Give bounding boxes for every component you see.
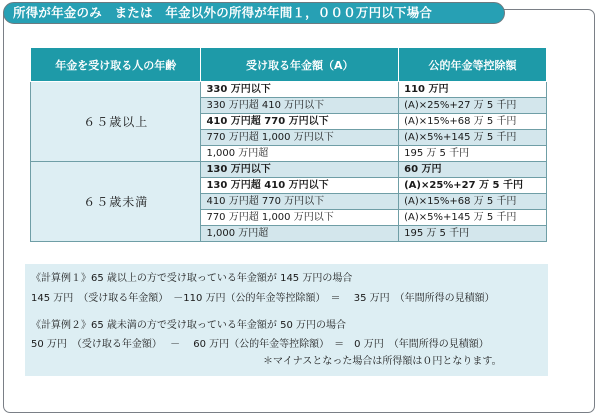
amount-cell: 410 万円超 770 万円以下 [201, 114, 399, 130]
amount-cell: 770 万円超 1,000 万円以下 [201, 130, 399, 146]
amount-cell: 770 万円超 1,000 万円以下 [201, 210, 399, 226]
amount-cell: 330 万円以下 [201, 82, 399, 98]
age-cell-65-over: ６５歳以上 [31, 82, 201, 162]
table-header-row [31, 48, 547, 82]
example-2-calculation: 50 万円 （受け取る年金額） － 60 万円（公的年金等控除額） ＝ 0 万円 （年間所得の見積額） [31, 339, 489, 350]
amount-cell: 1,000 万円超 [201, 226, 399, 242]
age-cell-under-65: ６５歳未満 [31, 162, 201, 242]
amount-cell: 330 万円超 410 万円以下 [201, 98, 399, 114]
amount-cell: 410 万円超 770 万円以下 [201, 194, 399, 210]
deduction-cell: 110 万円 [399, 82, 547, 98]
amount-cell: 1,000 万円超 [201, 146, 399, 162]
deduction-table [30, 47, 547, 242]
section-title: 所得が年金のみ または 年金以外の所得が年間１，０００万円以下場合 [3, 2, 505, 24]
header-pension-amount: 受け取る年金額（A） [201, 48, 399, 82]
header-deduction: 公的年金等控除額 [399, 48, 547, 82]
deduction-cell: (A)×15%+68 万 5 千円 [399, 114, 547, 130]
deduction-cell: 195 万 5 千円 [399, 226, 547, 242]
table-row [31, 162, 547, 178]
deduction-cell: (A)×5%+145 万 5 千円 [399, 210, 547, 226]
deduction-cell: (A)×25%+27 万 5 千円 [399, 98, 547, 114]
deduction-cell: (A)×15%+68 万 5 千円 [399, 194, 547, 210]
negative-note: ＊マイナスとなった場合は所得額は０円となります。 [263, 356, 502, 367]
amount-cell: 130 万円超 410 万円以下 [201, 178, 399, 194]
example-1-title: 《計算例１》65 歳以上の方で受け取っている年金額が 145 万円の場合 [31, 273, 353, 284]
deduction-cell: 60 万円 [399, 162, 547, 178]
deduction-cell: 195 万 5 千円 [399, 146, 547, 162]
calculation-examples [25, 264, 548, 376]
example-2-title: 《計算例２》65 歳未満の方で受け取っている年金額が 50 万円の場合 [31, 320, 346, 331]
deduction-cell: (A)×25%+27 万 5 千円 [399, 178, 547, 194]
deduction-cell: (A)×5%+145 万 5 千円 [399, 130, 547, 146]
header-age: 年金を受け取る人の年齢 [31, 48, 201, 82]
example-1-calculation: 145 万円 （受け取る年金額） －110 万円（公的年金等控除額） ＝ 35 万円 （年間所得の見積額） [31, 293, 495, 304]
table-row [31, 82, 547, 98]
amount-cell: 130 万円以下 [201, 162, 399, 178]
